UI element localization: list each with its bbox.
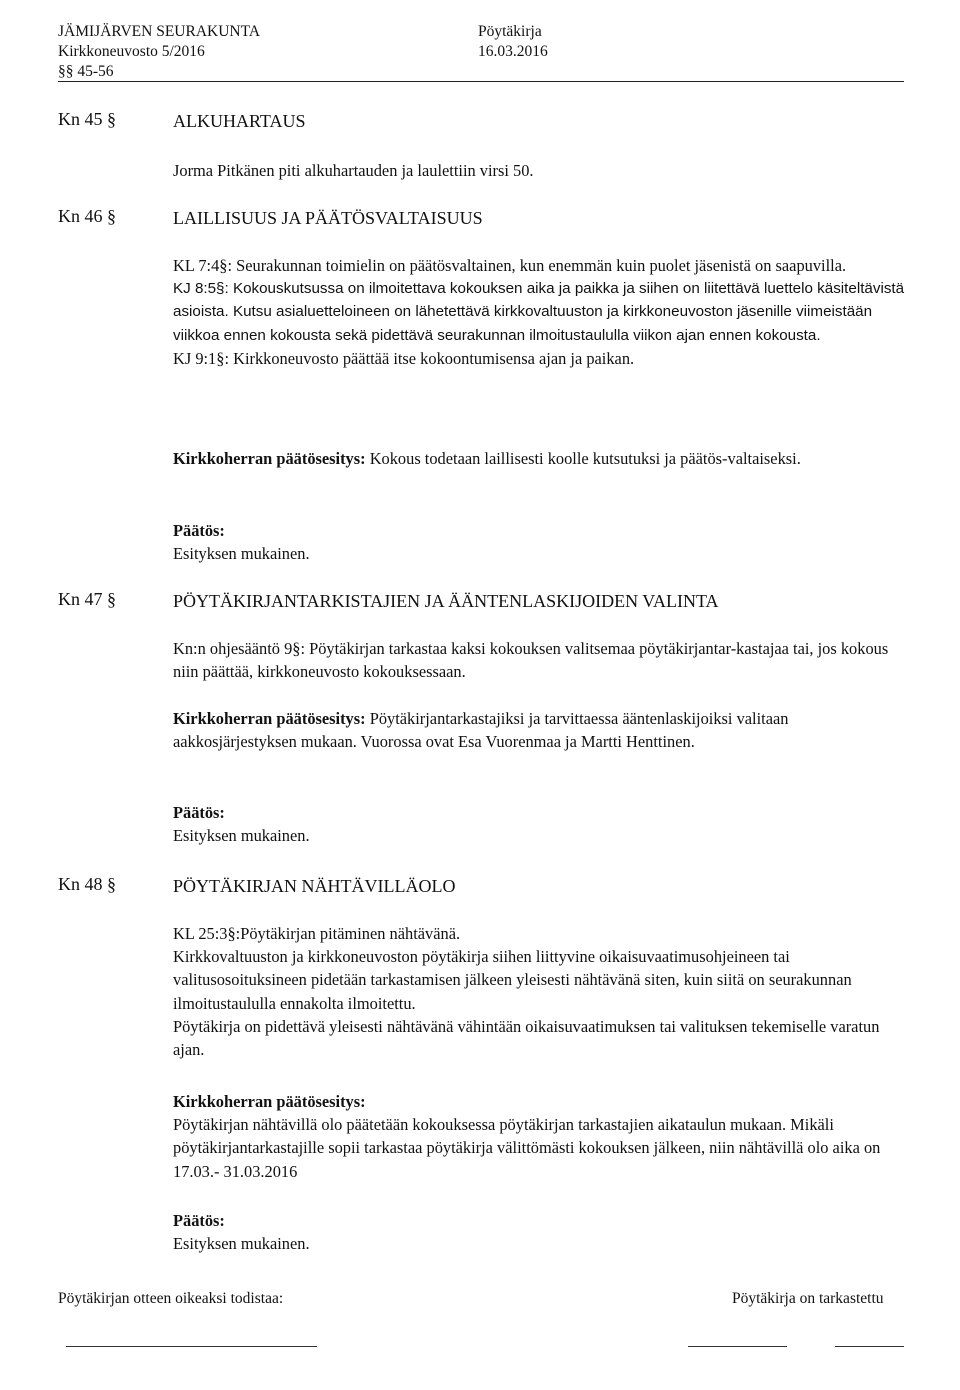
rule-text-47: Kn:n ohjesääntö 9§: Pöytäkirjan tarkastaa kaksi kokouksen valitsemaa pöytäkirjantar-kastajaa tai, jos kokous niin päättää, kirkkoneuvosto kokouksessaan. <box>173 639 889 682</box>
kj-8-5-part-b: Kutsu asialuetteloineen on lähetettävä kirkkovaltuuston ja kirkkoneuvoston jäsenille viimeistään viikkoa ennen kokousta sekä pidettävä seurakunnan ilmoitustaululla viikon ajan ennen kokousta. <box>173 303 873 344</box>
section-title-45: ALKUHARTAUS <box>173 111 306 131</box>
kj-8-5-part-a: KJ 8:5§: Kokouskutsussa on ilmoitettava kokouksen aika ja paikka ja siihen on liitettävä luettelo käsiteltävistä asioista. <box>173 280 905 321</box>
decision-label-46: Päätös: <box>173 521 225 540</box>
meeting-body: Kirkkoneuvosto 5/2016 <box>58 43 205 60</box>
signature-line-checker-2 <box>835 1346 904 1347</box>
section-text-45: Jorma Pitkänen piti alkuhartauden ja laulettiin virsi 50. <box>173 161 534 180</box>
body-text-48-a: Kirkkovaltuuston ja kirkkoneuvoston pöytäkirja siihen liittyvine oikaisuvaatimusohjeineen tai valitusosoituksineen pidetään tarkastamisen jälkeen yleisesti nähtävänä siten, kuin siitä on seurakunnan ilmoitustaululla ennakolta ilmoitettu. <box>173 947 852 1013</box>
proposal-label-48: Kirkkoherran päätösesitys: <box>173 1092 366 1111</box>
decision-label-47: Päätös: <box>173 803 225 822</box>
section-body-48 <box>173 922 908 1061</box>
section-body-46 <box>173 254 908 370</box>
proposal-48 <box>173 1090 908 1183</box>
doc-type: Pöytäkirja <box>478 23 542 40</box>
section-number-45: Kn 45 § <box>58 109 116 129</box>
footer-checked-label: Pöytäkirja on tarkastettu <box>732 1290 884 1307</box>
proposal-label-47: Kirkkoherran päätösesitys: <box>173 709 366 728</box>
header-divider <box>58 81 904 82</box>
proposal-text-48: Pöytäkirjan nähtävillä olo päätetään kokouksessa pöytäkirjan tarkastajien aikataulun mukaan. Mikäli pöytäkirjantarkastajille sopii tarkastaa pöytäkirja välittömästi kokouksen jälkeen, niin nähtävillä olo aika on 17.03.- 31.03.2016 <box>173 1115 881 1181</box>
proposal-46 <box>173 447 908 470</box>
section-title-48: PÖYTÄKIRJAN NÄHTÄVILLÄOLO <box>173 876 456 896</box>
section-number-47: Kn 47 § <box>58 589 116 609</box>
meeting-date: 16.03.2016 <box>478 43 548 60</box>
kl-25-3-text: KL 25:3§:Pöytäkirjan pitäminen nähtävänä. <box>173 924 461 943</box>
kl-7-4-text: KL 7:4§: Seurakunnan toimielin on päätösvaltainen, kun enemmän kuin puolet jäsenistä on saapuvilla. <box>173 256 847 275</box>
kj-8-5-text <box>173 277 908 347</box>
section-number-46: Kn 46 § <box>58 206 116 226</box>
decision-text-46: Esityksen mukainen. <box>173 544 310 564</box>
body-text-48-b: Pöytäkirja on pidettävä yleisesti nähtävänä vähintään oikaisuvaatimuksen tai valituksen tekemiselle varatun ajan. <box>173 1016 880 1060</box>
proposal-47 <box>173 707 908 753</box>
footer-certify-label: Pöytäkirjan otteen oikeaksi todistaa: <box>58 1290 284 1307</box>
section-title-47: PÖYTÄKIRJANTARKISTAJIEN JA ÄÄNTENLASKIJOIDEN VALINTA <box>173 591 719 611</box>
signature-line-checker-1 <box>688 1346 787 1347</box>
section-range: §§ 45-56 <box>58 63 114 80</box>
decision-text-48: Esityksen mukainen. <box>173 1234 310 1254</box>
signature-line-certifier <box>66 1346 317 1347</box>
proposal-text-47: Pöytäkirjantarkastajiksi ja tarvittaessa ääntenlaskijoiksi valitaan aakkosjärjestyksen mukaan. Vuorossa ovat Esa Vuorenmaa ja Martti Henttinen. <box>173 709 789 752</box>
org-name: JÄMIJÄRVEN SEURAKUNTA <box>58 23 261 40</box>
decision-label-48: Päätös: <box>173 1211 225 1230</box>
decision-46 <box>173 519 908 565</box>
kj-9-1-text: KJ 9:1§: Kirkkoneuvosto päättää itse kokoontumisensa ajan ja paikan. <box>173 348 635 368</box>
decision-47 <box>173 801 908 847</box>
decision-text-47: Esityksen mukainen. <box>173 826 310 846</box>
section-title-46: LAILLISUUS JA PÄÄTÖSVALTAISUUS <box>173 208 483 228</box>
section-number-48: Kn 48 § <box>58 874 116 894</box>
proposal-text-46: Kokous todetaan laillisesti koolle kutsutuksi ja päätös-valtaiseksi. <box>369 449 801 468</box>
decision-48 <box>173 1209 908 1255</box>
proposal-label-46: Kirkkoherran päätösesitys: <box>173 449 366 468</box>
